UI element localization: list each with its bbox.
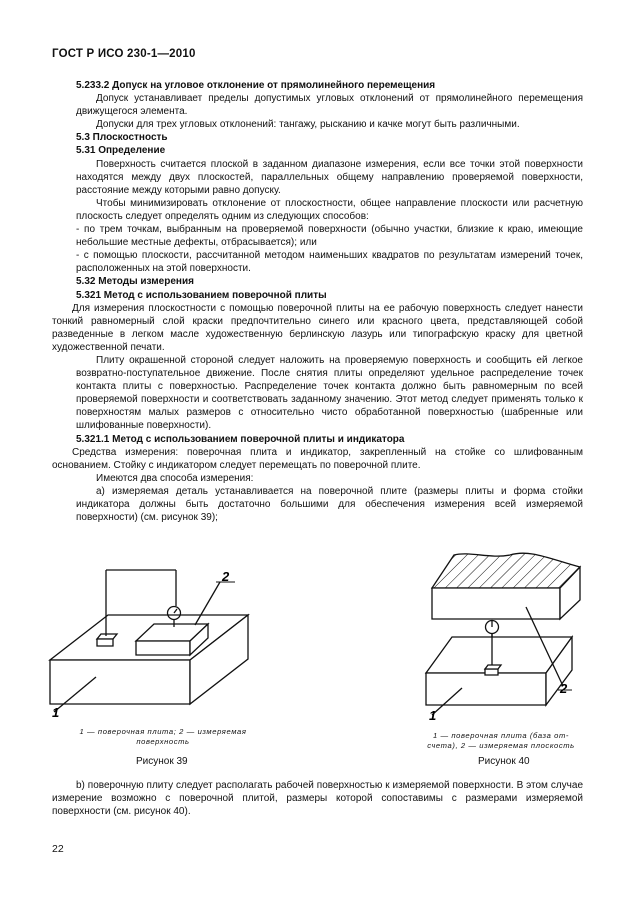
figure-39-label-1: 1 bbox=[52, 705, 60, 720]
figure-39-drawing bbox=[40, 560, 270, 730]
figure-39-caption bbox=[70, 727, 256, 747]
section-heading: 5.32 Методы измерения bbox=[76, 276, 194, 288]
section-heading: 5.321 Метод с использованием поверочной плиты bbox=[76, 289, 327, 301]
figure-39-label-2: 2 bbox=[222, 569, 230, 584]
figure-40-title: Рисунок 40 bbox=[478, 756, 530, 767]
body-paragraph: Поверхность считается плоской в заданном диапазоне измерения, если все точки этой поверхности находятся между двух плоскостей, параллельных общему направлению проверяемой поверхности, расстояние между которыми равно допуску. bbox=[76, 158, 583, 196]
figure-39-title: Рисунок 39 bbox=[136, 756, 188, 767]
figure-40-drawing bbox=[420, 545, 600, 725]
page-number: 22 bbox=[52, 843, 64, 855]
figure-39-caption-line-1: 1 — поверочная плита; 2 — измеряемая bbox=[79, 727, 247, 736]
section-heading: 5.31 Определение bbox=[76, 145, 166, 157]
body-paragraph: Имеются два способа измерения: bbox=[96, 472, 254, 484]
body-paragraph: Плиту окрашенной стороной следует наложить на проверяемую поверхность и сообщить ей легкое возвратно-поступательное движение. После снятия плиты определяют удельное распределение точек контакта плиты с поверхностью. Распределение точек контакта должно быть равномерным по всей проверяемой поверхности и соответствовать заданному значению. Этот метод следует применять только к поверхностям малых размеров с относительно чисто обработанной поверхностью (шабренные или шлифованные поверхности). bbox=[76, 354, 583, 432]
body-paragraph: Средства измерения: поверочная плита и индикатор, закрепленный на стойке со шлифованным основанием. Стойку с индикатором следует перемещать по поверочной плите. bbox=[52, 446, 583, 471]
figure-40-caption-line-1: 1 — поверочная плита (база от- bbox=[432, 731, 570, 740]
page-header: ГОСТ Р ИСО 230-1—2010 bbox=[52, 48, 196, 60]
figure-40-label-2: 2 bbox=[560, 681, 568, 696]
figure-39-caption-line-2: поверхность bbox=[136, 737, 190, 746]
figure-40-label-1: 1 bbox=[429, 708, 437, 723]
body-paragraph: - по трем точкам, выбранным на проверяемой поверхности (обычно участки, близкие к краю, имеющие небольшие местные дефекты, отбрасывается); или bbox=[76, 224, 583, 249]
paragraph-b bbox=[52, 779, 583, 818]
body-paragraph: a) измеряемая деталь устанавливается на поверочной плите (размеры плиты и форма стойки индикатора должны быть достаточно большими для обеспечения измерения всей измеряемой поверхности) (см. рисунок 39); bbox=[76, 485, 583, 524]
section-heading: 5.3 Плоскостность bbox=[76, 132, 168, 144]
body-paragraph: Допуск устанавливает пределы допустимых угловых отклонений от прямолинейного перемещения движущегося элемента. bbox=[76, 93, 583, 118]
body-paragraph: Чтобы минимизировать отклонение от плоскостности, общее направление плоскости или расчетную плоскость следует определять одним из следующих способов: bbox=[76, 197, 583, 222]
figure-40-caption bbox=[420, 731, 582, 751]
body-text bbox=[52, 79, 583, 524]
paragraph-b-text: b) поверочную плиту следует располагать рабочей поверхностью к измеряемой поверхности. В этом случае измерение возможно с поверочной плитой, размеры которой сопоставимы с размерами измеряемой поверхности (см. рисунок 40). bbox=[52, 780, 583, 818]
section-heading: 5.233.2 Допуск на угловое отклонение от прямолинейного перемещения bbox=[76, 80, 436, 91]
figure-40-caption-line-2: счета), 2 — измеряемая плоскость bbox=[427, 741, 575, 750]
body-paragraph: Для измерения плоскостности с помощью поверочной плиты на ее рабочую поверхность следует нанести тонкий равномерный слой краски предпочтительно синего или красного цвета, представляющей собой разведенные в легком масле художественную берлинскую лазурь или типографскую краску для цветной художественной печати. bbox=[52, 302, 583, 353]
body-paragraph: Допуски для трех угловых отклонений: тангажу, рысканию и качке могут быть различными. bbox=[96, 119, 520, 131]
body-paragraph: - с помощью плоскости, рассчитанной методом наименьших квадратов по результатам измерений точек, расположенных на этой поверхности. bbox=[76, 250, 583, 275]
section-heading: 5.321.1 Метод с использованием поверочной плиты и индикатора bbox=[76, 433, 405, 445]
